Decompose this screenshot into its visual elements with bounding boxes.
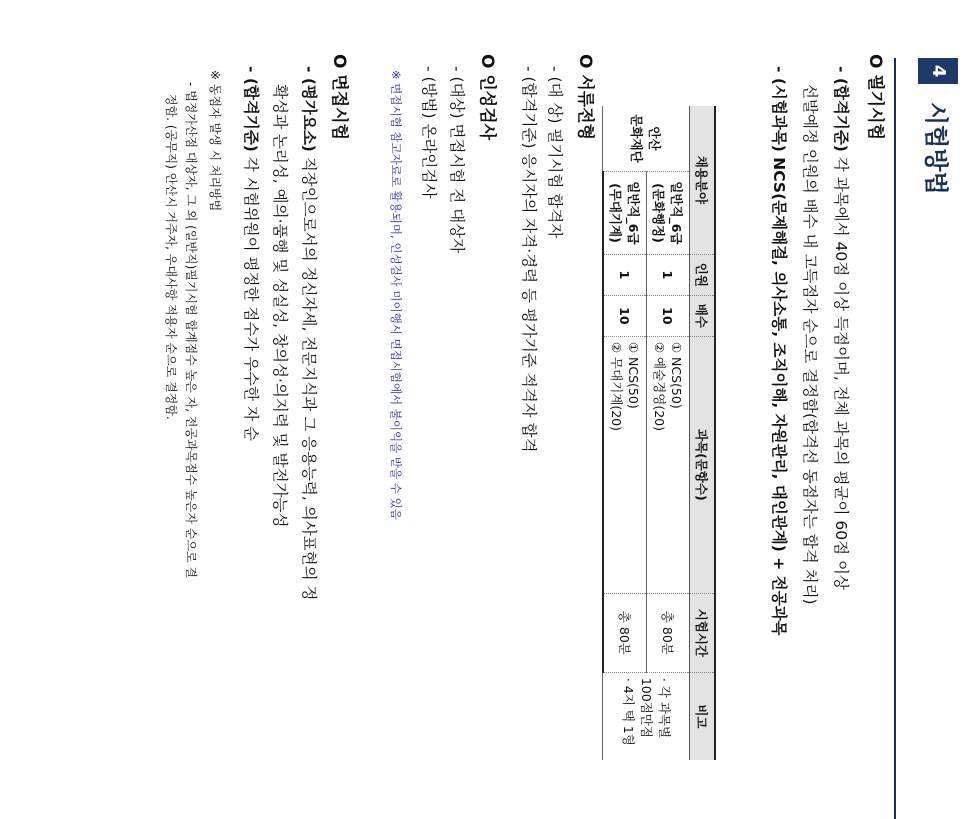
time-cell: 총 80분 bbox=[603, 593, 647, 672]
written-criteria-text: 각 과목에서 40점 이상 득점이며, 전체 과목의 평균이 60점 이상 bbox=[832, 151, 850, 590]
interview-elements-continued: 확성과 논리성, 예의·품행 및 성실성, 창의성·의지력 및 발전가능성 bbox=[271, 84, 289, 528]
remark-cell: · 각 과목별 100점만점 · 4지 택 1형 bbox=[603, 672, 690, 760]
interview-criteria-text: 각 시험위원이 평정한 점수가 우수한 자 순 bbox=[242, 151, 260, 441]
multiple-cell: 10 bbox=[647, 295, 690, 336]
tie-rule-line-2: 정함. (공무직) 안산시 거주자, 우대사항 적용자 순으로 결정함. bbox=[164, 94, 178, 420]
count-cell: 1 bbox=[603, 254, 647, 295]
interview-criteria-label: - (합격기준) bbox=[242, 66, 260, 152]
document-criteria: - (합격기준) 응시자의 자격·경력 등 평가기준 적격자 합격 bbox=[520, 66, 538, 453]
personality-test-heading: O 인성검사 bbox=[477, 54, 497, 141]
count-cell: 1 bbox=[647, 254, 690, 295]
table-row bbox=[603, 106, 647, 760]
col-header-field: 채용분야 bbox=[690, 106, 716, 254]
tie-rule-line-1: - 법정가산점 대상자, 그 외 (일반직)필기시험 합계점수 높은 자, 전공과목점수 높은자 순으로 결 bbox=[184, 82, 198, 579]
tie-rule-note: ※ 동점자 발생 시 처리방법 bbox=[208, 70, 222, 212]
table-row bbox=[647, 106, 690, 760]
written-criteria-continued: 선발예정 인원의 배수 내 고득점자 순으로 결정함(합격선 동점자는 합격 처리) bbox=[801, 84, 819, 605]
section-header bbox=[894, 58, 958, 819]
interview-heading: O 면접시험 bbox=[329, 54, 349, 141]
exam-table-header-row bbox=[690, 106, 716, 760]
written-criteria bbox=[830, 66, 852, 590]
written-subjects: - (시험과목) NCS(문제해결, 의사소통, 조직이해, 자원관리, 대인관계) + 전공과목 bbox=[770, 66, 788, 636]
document-target: - (대 상) 필기시험 합격자 bbox=[546, 66, 564, 239]
col-header-subjects: 과목(문항수) bbox=[690, 336, 716, 593]
written-exam-heading: O 필기시험 bbox=[865, 54, 885, 141]
interview-criteria bbox=[240, 66, 262, 441]
interview-elements-label: - (평가요소) bbox=[300, 66, 318, 152]
section-title: 시험방법 bbox=[922, 102, 950, 195]
field-cell: 일반직_6급 (문화행정) bbox=[647, 172, 690, 255]
col-header-time: 시험시간 bbox=[690, 593, 716, 672]
subjects-cell: ① NCS(50) ② 예술경영(20) bbox=[647, 336, 690, 593]
subjects-cell: ① NCS(50) ② 무대기계(20) bbox=[603, 336, 647, 593]
col-header-count: 인원 bbox=[690, 254, 716, 295]
field-cell: 일반직_6급 (무대기계) bbox=[603, 172, 647, 255]
interview-elements-text: 직장인으로서의 정신자세, 전문지식과 그 응용능력, 의사표현의 정 bbox=[300, 151, 318, 601]
personality-method: - (방법) 온라인검사 bbox=[420, 66, 438, 199]
personality-target: - (대상) 면접시험 전 대상자 bbox=[448, 66, 466, 254]
col-header-remark: 비고 bbox=[690, 672, 716, 760]
time-cell: 총 80분 bbox=[647, 593, 690, 672]
multiple-cell: 10 bbox=[603, 295, 647, 336]
org-cell: 안산 문화재단 bbox=[603, 106, 690, 172]
personality-note: ※ 면접시험 참고자료로 활용되며, 인성검사 미이행시 면접시험에서 불이익을 받을 수 있음 bbox=[389, 70, 403, 520]
section-number: 4 bbox=[918, 58, 958, 84]
written-criteria-label: - (합격기준) bbox=[832, 66, 850, 152]
exam-table bbox=[602, 106, 716, 760]
document-screening-heading: O 서류전형 bbox=[575, 54, 595, 141]
col-header-multiple: 배수 bbox=[690, 295, 716, 336]
interview-elements bbox=[298, 66, 320, 601]
